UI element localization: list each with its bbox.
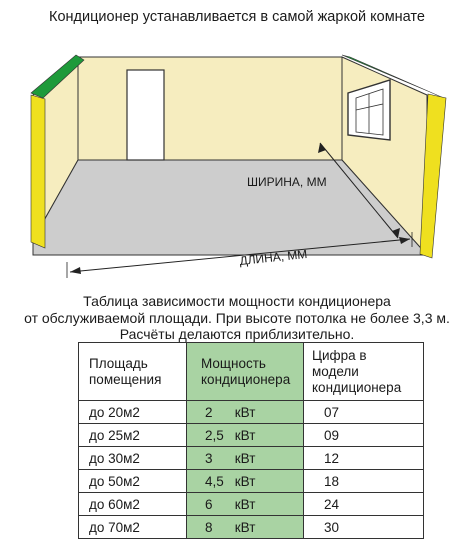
area-cell: до 25м2 [79, 424, 187, 447]
model-cell: 24 [304, 493, 424, 516]
table-row [79, 516, 424, 539]
power-cell: 2,5 кВт [187, 424, 304, 447]
caption-line-3: Расчёты делаются приблизительно. [119, 326, 355, 342]
model-cell: 07 [304, 401, 424, 424]
model-cell: 30 [304, 516, 424, 539]
model-cell: 09 [304, 424, 424, 447]
caption-line-1: Таблица зависимости мощности кондиционера [83, 293, 391, 309]
table-row [79, 470, 424, 493]
power-cell: 3 кВт [187, 447, 304, 470]
length-label: ДЛИНА, ММ [238, 246, 308, 268]
table-row [79, 424, 424, 447]
table-row [79, 447, 424, 470]
area-cell: до 60м2 [79, 493, 187, 516]
power-cell: 8 кВт [187, 516, 304, 539]
area-cell: до 50м2 [79, 470, 187, 493]
table-caption [0, 293, 474, 343]
header-model: Цифра в модели кондиционера [304, 343, 424, 401]
caption-line-2: от обслуживаемой площади. При высоте потолка не более 3,3 м. [24, 309, 450, 326]
model-cell: 18 [304, 470, 424, 493]
area-cell: до 70м2 [79, 516, 187, 539]
table-row [79, 493, 424, 516]
power-cell: 2 кВт [187, 401, 304, 424]
page-title: Кондиционер устанавливается в самой жаркой комнате [49, 9, 425, 25]
header-area: Площадь помещения [79, 343, 187, 401]
area-cell: до 20м2 [79, 401, 187, 424]
back-wall [78, 57, 342, 160]
table-row [79, 401, 424, 424]
header-power: Мощность кондиционера [187, 343, 304, 401]
area-cell: до 30м2 [79, 447, 187, 470]
table-header-row [79, 343, 424, 401]
power-cell: 6 кВт [187, 493, 304, 516]
left-wall-section [31, 95, 45, 248]
model-cell: 12 [304, 447, 424, 470]
door-icon [127, 70, 164, 160]
width-label: ШИРИНА, ММ [247, 175, 327, 189]
power-table [78, 342, 424, 539]
power-cell: 4,5 кВт [187, 470, 304, 493]
